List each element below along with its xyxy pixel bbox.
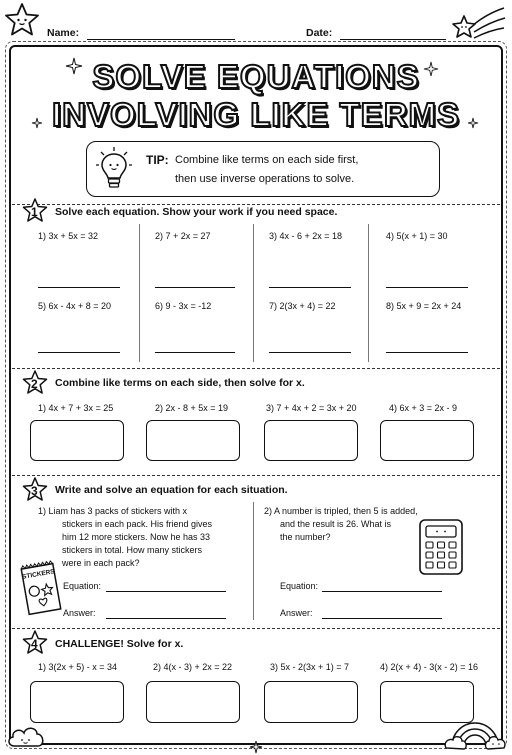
date-label: Date: bbox=[306, 27, 333, 39]
answer-box[interactable] bbox=[30, 420, 124, 461]
cloud-icon bbox=[6, 722, 46, 748]
equation-line[interactable] bbox=[106, 591, 226, 592]
answer-line[interactable] bbox=[38, 287, 120, 288]
sparkle-icon bbox=[32, 118, 42, 128]
section-divider bbox=[12, 368, 500, 369]
answer-line[interactable] bbox=[106, 618, 226, 619]
section-2-heading: Combine like terms on each side, then solve for x. bbox=[55, 377, 305, 389]
sparkle-icon bbox=[250, 741, 262, 753]
s3-problem-2-line-2: and the result is 26. What is bbox=[280, 519, 392, 529]
answer-box[interactable] bbox=[146, 420, 240, 461]
answer-box[interactable] bbox=[146, 681, 240, 723]
sparkle-icon bbox=[66, 58, 82, 74]
column-divider bbox=[253, 224, 254, 362]
star-corner-icon bbox=[4, 2, 40, 38]
s3-problem-1-line-5: were in each pack? bbox=[62, 558, 140, 568]
section-3-heading: Write and solve an equation for each situation. bbox=[55, 484, 288, 496]
s1-problem-2: 2) 7 + 2x = 27 bbox=[155, 231, 211, 241]
section-4-heading: CHALLENGE! Solve for x. bbox=[55, 638, 184, 650]
name-field[interactable] bbox=[87, 39, 235, 40]
answer-line[interactable] bbox=[269, 287, 351, 288]
s4-problem-3: 3) 5x - 2(3x + 1) = 7 bbox=[270, 662, 350, 672]
lightbulb-icon bbox=[96, 146, 132, 192]
s1-problem-7: 7) 2(3x + 4) = 22 bbox=[269, 301, 336, 311]
section-3-number: 3 bbox=[31, 484, 38, 498]
name-label: Name: bbox=[47, 27, 80, 39]
sparkle-icon bbox=[424, 62, 438, 76]
answer-line[interactable] bbox=[386, 287, 468, 288]
s4-problem-1: 1) 3(2x + 5) - x = 34 bbox=[38, 662, 118, 672]
s3-p2-answer-label: Answer: bbox=[280, 608, 313, 618]
answer-line[interactable] bbox=[155, 352, 235, 353]
section-divider bbox=[12, 628, 500, 629]
sticker-pack-label: STICKERS bbox=[21, 568, 56, 581]
s1-problem-8: 8) 5x + 9 = 2x + 24 bbox=[386, 301, 462, 311]
s2-problem-3: 3) 7 + 4x + 2 = 3x + 20 bbox=[266, 403, 357, 413]
answer-line[interactable] bbox=[269, 352, 351, 353]
tip-text-line-1: Combine like terms on each side first, bbox=[175, 154, 359, 166]
section-1-heading: Solve each equation. Show your work if you need space. bbox=[55, 206, 338, 218]
answer-line[interactable] bbox=[386, 352, 468, 353]
column-divider bbox=[253, 502, 254, 620]
answer-box[interactable] bbox=[30, 681, 124, 723]
s1-problem-6: 6) 9 - 3x = -12 bbox=[155, 301, 212, 311]
section-divider bbox=[12, 204, 500, 205]
s2-problem-4: 4) 6x + 3 = 2x - 9 bbox=[389, 403, 458, 413]
s3-problem-1-line-4: stickers in total. How many stickers bbox=[62, 545, 203, 555]
answer-line[interactable] bbox=[38, 352, 120, 353]
s1-problem-4: 4) 5(x + 1) = 30 bbox=[386, 231, 448, 241]
calculator-icon bbox=[418, 518, 464, 576]
answer-box[interactable] bbox=[264, 681, 358, 723]
sparkle-icon bbox=[468, 118, 478, 128]
section-2-number: 2 bbox=[31, 377, 38, 391]
equation-line[interactable] bbox=[322, 591, 442, 592]
s3-p2-equation-label: Equation: bbox=[280, 581, 319, 591]
s1-problem-5: 5) 6x - 4x + 8 = 20 bbox=[38, 301, 112, 311]
answer-box[interactable] bbox=[380, 420, 474, 461]
column-divider bbox=[368, 224, 369, 362]
date-field[interactable] bbox=[340, 39, 446, 40]
s3-p1-answer-label: Answer: bbox=[63, 608, 96, 618]
answer-line[interactable] bbox=[322, 618, 442, 619]
s2-problem-2: 2) 2x - 8 + 5x = 19 bbox=[155, 403, 229, 413]
s3-problem-1-line-2: stickers in each pack. His friend gives bbox=[62, 519, 213, 529]
sticker-pack-icon bbox=[20, 560, 62, 618]
rainbow-cloud-icon bbox=[444, 712, 506, 750]
s4-problem-2: 2) 4(x - 3) + 2x = 22 bbox=[153, 662, 233, 672]
s2-problem-1: 1) 4x + 7 + 3x = 25 bbox=[38, 403, 114, 413]
title-line-1: SOLVE EQUATIONS bbox=[92, 58, 420, 95]
s4-problem-4: 4) 2(x + 4) - 3(x - 2) = 16 bbox=[380, 662, 479, 672]
s3-problem-1-line-1: 1) Liam has 3 packs of stickers with x bbox=[38, 506, 188, 516]
s3-problem-2-line-1: 2) A number is tripled, then 5 is added, bbox=[264, 506, 418, 516]
s3-problem-1-line-3: him 12 more stickers. Now he has 33 bbox=[62, 532, 211, 542]
section-1-number: 1 bbox=[31, 205, 38, 219]
tip-box bbox=[86, 141, 440, 197]
tip-text-line-2: then use inverse operations to solve. bbox=[175, 173, 355, 185]
title-line-2: INVOLVING LIKE TERMS bbox=[51, 96, 461, 133]
s3-problem-2-line-3: the number? bbox=[280, 532, 331, 542]
shooting-star-icon bbox=[452, 4, 506, 44]
s3-p1-equation-label: Equation: bbox=[63, 581, 102, 591]
column-divider bbox=[139, 224, 140, 362]
tip-label: TIP: bbox=[146, 153, 169, 167]
section-divider bbox=[12, 475, 500, 476]
answer-box[interactable] bbox=[264, 420, 358, 461]
section-4-number: 4 bbox=[31, 637, 38, 651]
answer-line[interactable] bbox=[155, 287, 235, 288]
s1-problem-1: 1) 3x + 5x = 32 bbox=[38, 231, 99, 241]
s1-problem-3: 3) 4x - 6 + 2x = 18 bbox=[269, 231, 343, 241]
